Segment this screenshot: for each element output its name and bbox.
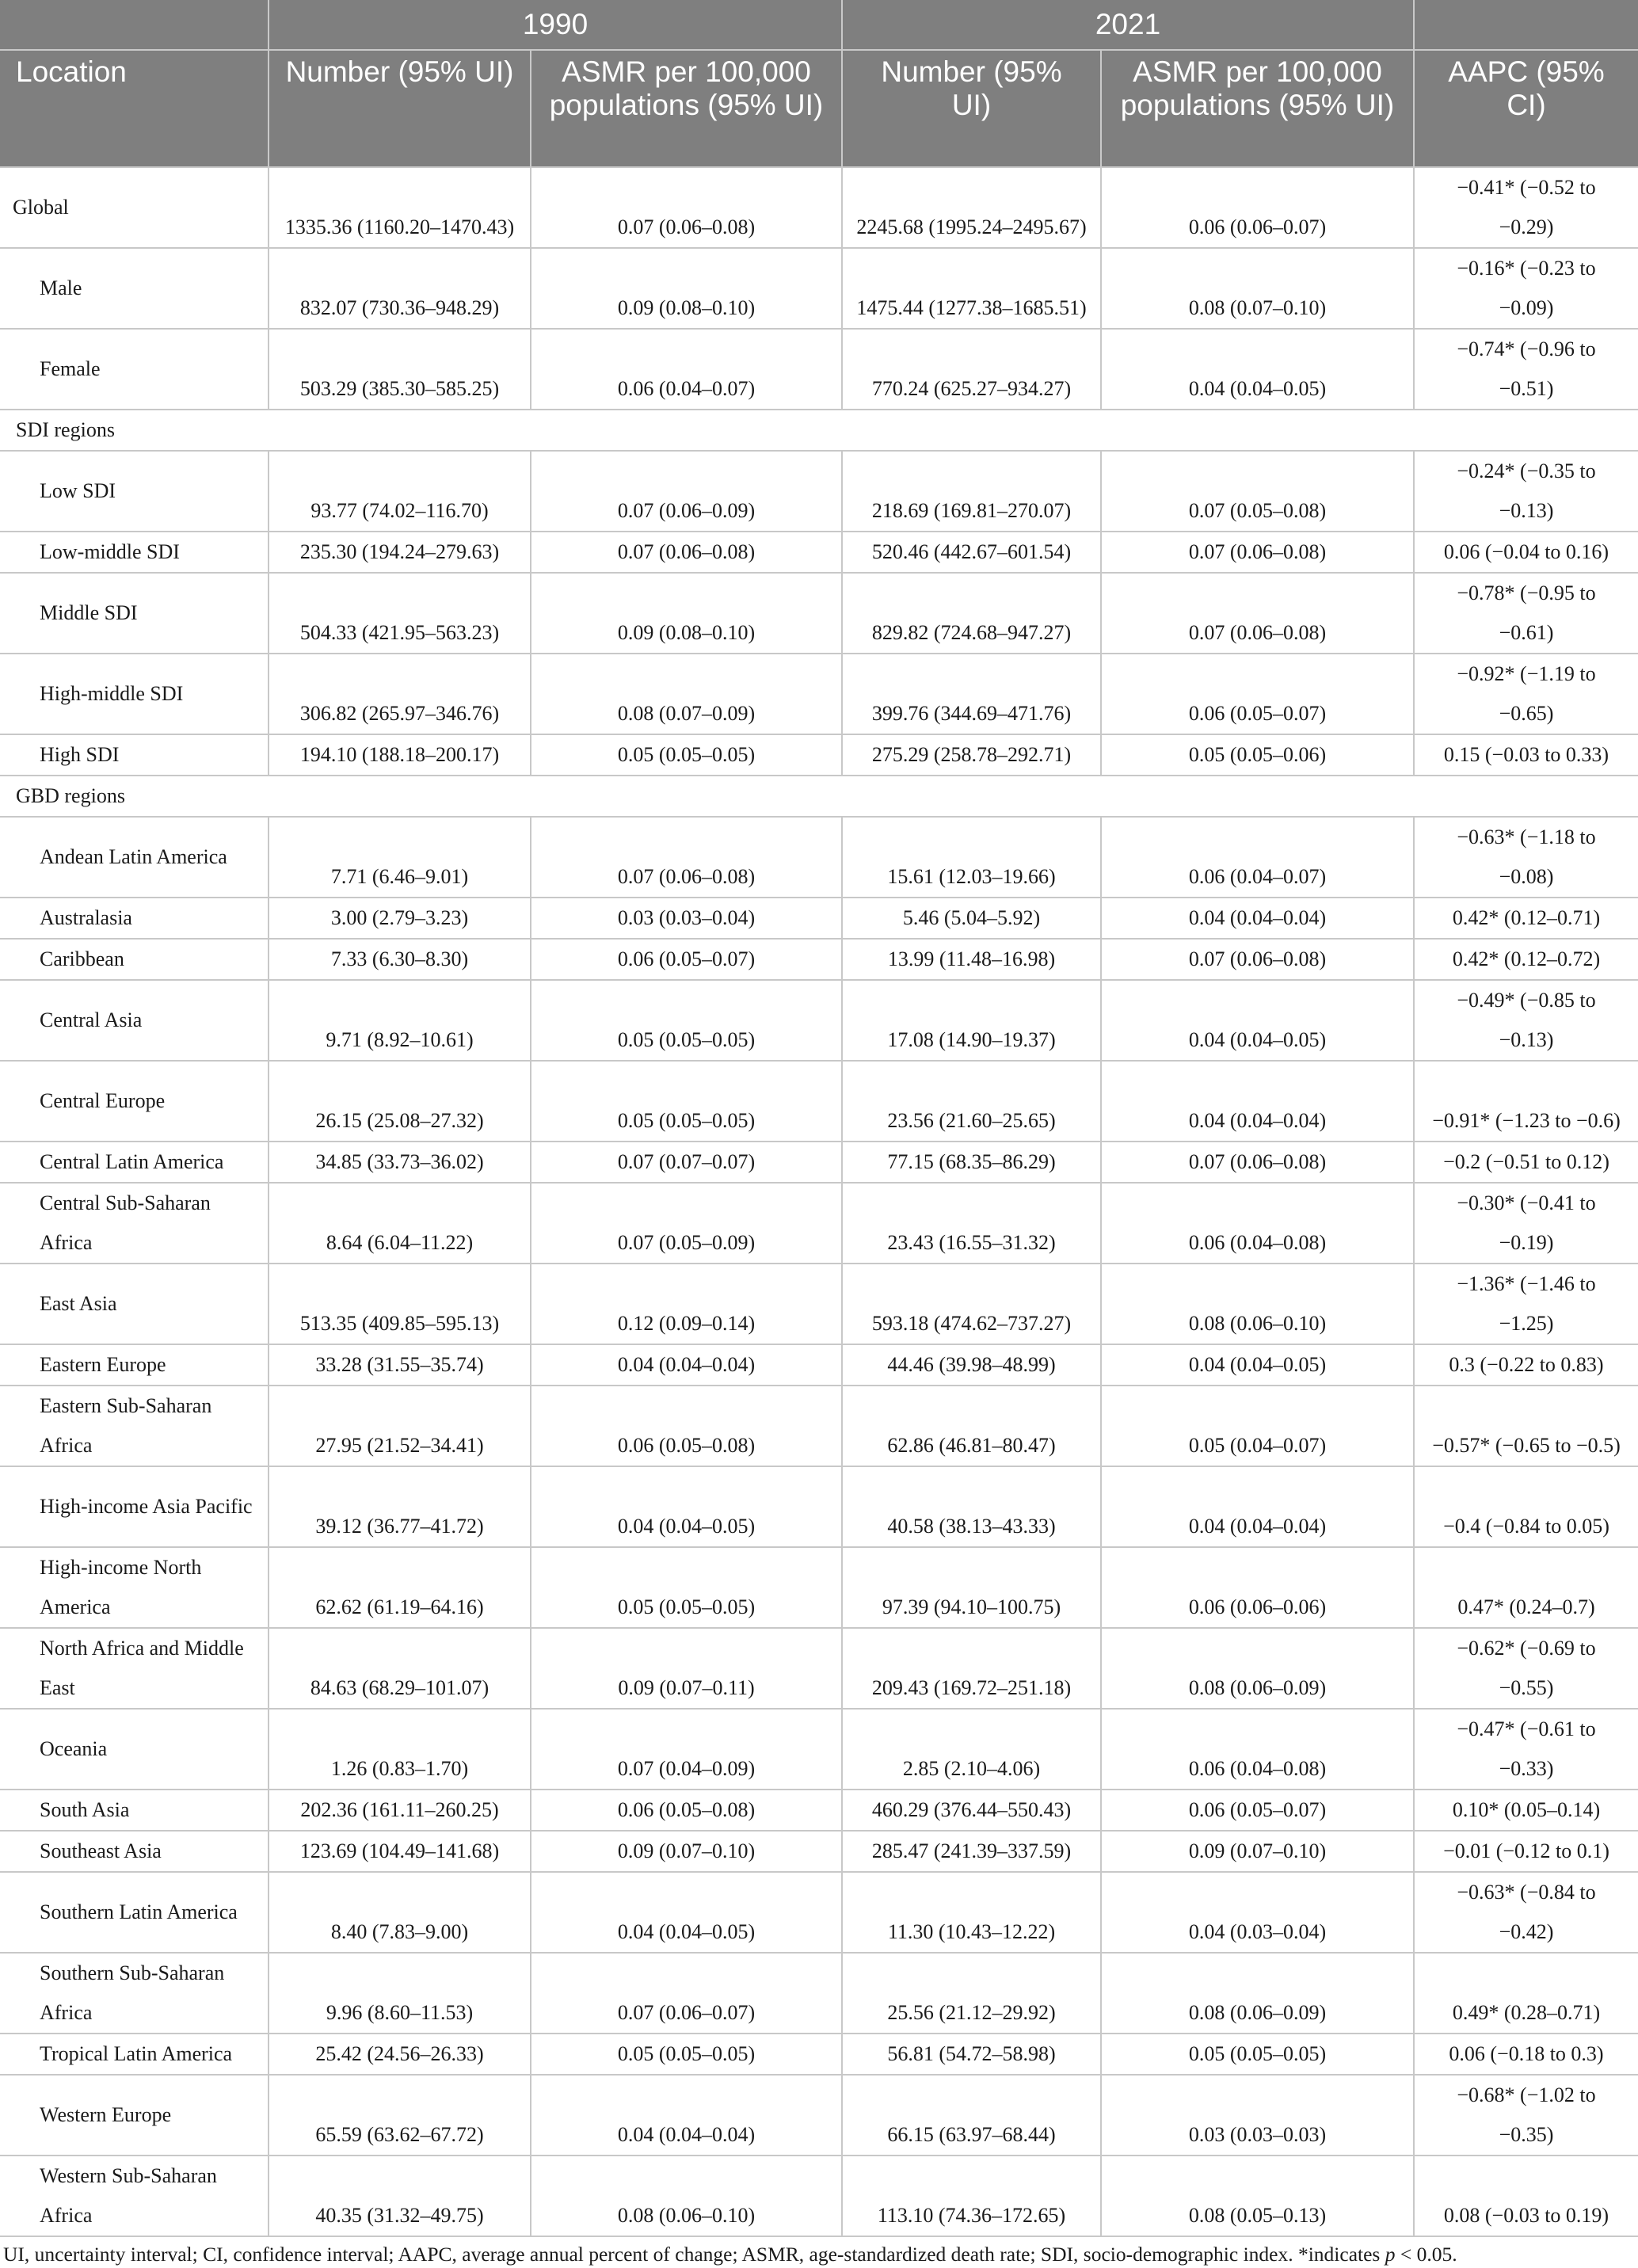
cell-aapc: 0.42* (0.12–0.71) <box>1414 898 1638 939</box>
cell-asmr-1990: 0.07 (0.06–0.07) <box>531 1953 842 2034</box>
cell-asmr-2021: 0.04 (0.04–0.04) <box>1101 1061 1414 1142</box>
table-row <box>0 1628 1638 1709</box>
cell-number-2021: 5.46 (5.04–5.92) <box>842 898 1101 939</box>
table-footnote <box>0 2242 1638 2267</box>
cell-number-2021: 113.10 (74.36–172.65) <box>842 2156 1101 2236</box>
cell-location: Female <box>0 329 269 410</box>
table-row <box>0 817 1638 898</box>
cell-aapc: −0.91* (−1.23 to −0.6) <box>1414 1061 1638 1142</box>
column-header-asmr-1990: ASMR per 100,000 populations (95% UI) <box>531 50 842 167</box>
cell-number-1990: 7.33 (6.30–8.30) <box>269 939 531 980</box>
cell-asmr-2021: 0.06 (0.06–0.07) <box>1101 167 1414 248</box>
cell-aapc: −0.62* (−0.69 to −0.55) <box>1414 1628 1638 1709</box>
cell-asmr-2021: 0.07 (0.06–0.08) <box>1101 532 1414 573</box>
footnote-p-threshold: < 0.05. <box>1395 2243 1457 2266</box>
header-year-blank-left <box>0 0 269 50</box>
cell-number-2021: 25.56 (21.12–29.92) <box>842 1953 1101 2034</box>
cell-aapc: −0.63* (−0.84 to −0.42) <box>1414 1872 1638 1953</box>
cell-asmr-1990: 0.08 (0.06–0.10) <box>531 2156 842 2236</box>
cell-asmr-1990: 0.06 (0.05–0.07) <box>531 939 842 980</box>
cell-number-2021: 829.82 (724.68–947.27) <box>842 573 1101 654</box>
cell-location: Central Asia <box>0 980 269 1061</box>
column-header-number-1990: Number (95% UI) <box>269 50 531 167</box>
cell-number-2021: 40.58 (38.13–43.33) <box>842 1466 1101 1547</box>
cell-asmr-2021: 0.08 (0.06–0.10) <box>1101 1264 1414 1344</box>
cell-number-2021: 44.46 (39.98–48.99) <box>842 1344 1101 1386</box>
cell-number-1990: 84.63 (68.29–101.07) <box>269 1628 531 1709</box>
cell-asmr-2021: 0.06 (0.04–0.08) <box>1101 1709 1414 1790</box>
cell-location: Southern Sub-Saharan Africa <box>0 1953 269 2034</box>
cell-location: Western Europe <box>0 2075 269 2156</box>
cell-number-1990: 40.35 (31.32–49.75) <box>269 2156 531 2236</box>
header-year-1990: 1990 <box>269 0 842 50</box>
cell-number-2021: 285.47 (241.39–337.59) <box>842 1831 1101 1872</box>
cell-location: High-middle SDI <box>0 654 269 734</box>
cell-number-1990: 9.71 (8.92–10.61) <box>269 980 531 1061</box>
cell-location: Central Latin America <box>0 1142 269 1183</box>
cell-asmr-1990: 0.07 (0.06–0.08) <box>531 167 842 248</box>
cell-number-2021: 66.15 (63.97–68.44) <box>842 2075 1101 2156</box>
cell-number-1990: 3.00 (2.79–3.23) <box>269 898 531 939</box>
cell-location: High-income North America <box>0 1547 269 1628</box>
cell-number-1990: 8.64 (6.04–11.22) <box>269 1183 531 1264</box>
section-label: GBD regions <box>0 776 1638 817</box>
table-row <box>0 1790 1638 1831</box>
cell-aapc: −0.49* (−0.85 to −0.13) <box>1414 980 1638 1061</box>
cell-number-2021: 770.24 (625.27–934.27) <box>842 329 1101 410</box>
cell-asmr-1990: 0.05 (0.05–0.05) <box>531 980 842 1061</box>
cell-number-2021: 11.30 (10.43–12.22) <box>842 1872 1101 1953</box>
cell-number-1990: 7.71 (6.46–9.01) <box>269 817 531 898</box>
cell-number-1990: 33.28 (31.55–35.74) <box>269 1344 531 1386</box>
table-row <box>0 1466 1638 1547</box>
cell-number-2021: 15.61 (12.03–19.66) <box>842 817 1101 898</box>
cell-aapc: 0.42* (0.12–0.72) <box>1414 939 1638 980</box>
cell-aapc: 0.06 (−0.18 to 0.3) <box>1414 2034 1638 2075</box>
table-row <box>0 1831 1638 1872</box>
cell-location: Eastern Sub-Saharan Africa <box>0 1386 269 1466</box>
section-row <box>0 410 1638 451</box>
cell-asmr-1990: 0.07 (0.06–0.08) <box>531 532 842 573</box>
cell-number-1990: 832.07 (730.36–948.29) <box>269 248 531 329</box>
cell-number-2021: 62.86 (46.81–80.47) <box>842 1386 1101 1466</box>
cell-number-2021: 399.76 (344.69–471.76) <box>842 654 1101 734</box>
cell-number-1990: 34.85 (33.73–36.02) <box>269 1142 531 1183</box>
table-row <box>0 1953 1638 2034</box>
cell-number-1990: 8.40 (7.83–9.00) <box>269 1872 531 1953</box>
column-header-number-2021: Number (95% UI) <box>842 50 1101 167</box>
table-row <box>0 1264 1638 1344</box>
cell-aapc: −1.36* (−1.46 to −1.25) <box>1414 1264 1638 1344</box>
cell-number-1990: 25.42 (24.56–26.33) <box>269 2034 531 2075</box>
cell-aapc: −0.74* (−0.96 to −0.51) <box>1414 329 1638 410</box>
cell-asmr-2021: 0.04 (0.04–0.05) <box>1101 1344 1414 1386</box>
table-row <box>0 1872 1638 1953</box>
cell-asmr-1990: 0.09 (0.08–0.10) <box>531 573 842 654</box>
section-row <box>0 776 1638 817</box>
cell-asmr-1990: 0.06 (0.05–0.08) <box>531 1790 842 1831</box>
cell-location: Central Europe <box>0 1061 269 1142</box>
cell-aapc: 0.47* (0.24–0.7) <box>1414 1547 1638 1628</box>
cell-asmr-1990: 0.05 (0.05–0.05) <box>531 1547 842 1628</box>
cell-location: High SDI <box>0 734 269 776</box>
header-year-2021: 2021 <box>842 0 1414 50</box>
cell-asmr-1990: 0.07 (0.04–0.09) <box>531 1709 842 1790</box>
column-header-location: Location <box>0 50 269 167</box>
cell-location: Andean Latin America <box>0 817 269 898</box>
cell-aapc: 0.08 (−0.03 to 0.19) <box>1414 2156 1638 2236</box>
table-row <box>0 898 1638 939</box>
cell-asmr-2021: 0.05 (0.04–0.07) <box>1101 1386 1414 1466</box>
table-row <box>0 329 1638 410</box>
table-row <box>0 1344 1638 1386</box>
cell-location: Southeast Asia <box>0 1831 269 1872</box>
cell-number-1990: 235.30 (194.24–279.63) <box>269 532 531 573</box>
cell-asmr-2021: 0.06 (0.05–0.07) <box>1101 1790 1414 1831</box>
cell-asmr-1990: 0.09 (0.08–0.10) <box>531 248 842 329</box>
column-header-asmr-2021: ASMR per 100,000 populations (95% UI) <box>1101 50 1414 167</box>
table-row <box>0 1061 1638 1142</box>
cell-number-2021: 56.81 (54.72–58.98) <box>842 2034 1101 2075</box>
cell-location: Global <box>0 167 269 248</box>
cell-number-1990: 194.10 (188.18–200.17) <box>269 734 531 776</box>
cell-number-1990: 513.35 (409.85–595.13) <box>269 1264 531 1344</box>
cell-number-2021: 520.46 (442.67–601.54) <box>842 532 1101 573</box>
table-row <box>0 532 1638 573</box>
cell-asmr-2021: 0.08 (0.06–0.09) <box>1101 1953 1414 2034</box>
cell-number-1990: 65.59 (63.62–67.72) <box>269 2075 531 2156</box>
table-header <box>0 0 1638 167</box>
cell-asmr-2021: 0.08 (0.07–0.10) <box>1101 248 1414 329</box>
cell-asmr-1990: 0.04 (0.04–0.05) <box>531 1872 842 1953</box>
cell-asmr-1990: 0.06 (0.05–0.08) <box>531 1386 842 1466</box>
cell-aapc: −0.24* (−0.35 to −0.13) <box>1414 451 1638 532</box>
header-year-blank-right <box>1414 0 1638 50</box>
table-row <box>0 1142 1638 1183</box>
cell-asmr-2021: 0.08 (0.06–0.09) <box>1101 1628 1414 1709</box>
cell-asmr-2021: 0.04 (0.04–0.05) <box>1101 329 1414 410</box>
table-row <box>0 2075 1638 2156</box>
table-row <box>0 451 1638 532</box>
cell-location: South Asia <box>0 1790 269 1831</box>
table-row <box>0 980 1638 1061</box>
cell-aapc: −0.78* (−0.95 to −0.61) <box>1414 573 1638 654</box>
cell-number-1990: 93.77 (74.02–116.70) <box>269 451 531 532</box>
cell-asmr-1990: 0.12 (0.09–0.14) <box>531 1264 842 1344</box>
cell-number-1990: 62.62 (61.19–64.16) <box>269 1547 531 1628</box>
cell-number-2021: 460.29 (376.44–550.43) <box>842 1790 1101 1831</box>
cell-asmr-1990: 0.04 (0.04–0.05) <box>531 1466 842 1547</box>
cell-asmr-2021: 0.07 (0.06–0.08) <box>1101 573 1414 654</box>
table-row <box>0 654 1638 734</box>
cell-asmr-2021: 0.03 (0.03–0.03) <box>1101 2075 1414 2156</box>
cell-asmr-1990: 0.07 (0.06–0.09) <box>531 451 842 532</box>
cell-aapc: −0.41* (−0.52 to −0.29) <box>1414 167 1638 248</box>
cell-asmr-2021: 0.07 (0.05–0.08) <box>1101 451 1414 532</box>
section-label: SDI regions <box>0 410 1638 451</box>
cell-number-2021: 77.15 (68.35–86.29) <box>842 1142 1101 1183</box>
cell-asmr-1990: 0.09 (0.07–0.11) <box>531 1628 842 1709</box>
cell-location: Western Sub-Saharan Africa <box>0 2156 269 2236</box>
cell-number-1990: 306.82 (265.97–346.76) <box>269 654 531 734</box>
cell-number-2021: 1475.44 (1277.38–1685.51) <box>842 248 1101 329</box>
cell-location: Central Sub-Saharan Africa <box>0 1183 269 1264</box>
cell-asmr-1990: 0.05 (0.05–0.05) <box>531 1061 842 1142</box>
cell-asmr-1990: 0.06 (0.04–0.07) <box>531 329 842 410</box>
cell-location: Tropical Latin America <box>0 2034 269 2075</box>
cell-asmr-2021: 0.09 (0.07–0.10) <box>1101 1831 1414 1872</box>
cell-aapc: 0.06 (−0.04 to 0.16) <box>1414 532 1638 573</box>
cell-number-1990: 504.33 (421.95–563.23) <box>269 573 531 654</box>
cell-number-2021: 2.85 (2.10–4.06) <box>842 1709 1101 1790</box>
cell-aapc: −0.4 (−0.84 to 0.05) <box>1414 1466 1638 1547</box>
cell-asmr-2021: 0.06 (0.04–0.08) <box>1101 1183 1414 1264</box>
cell-location: Middle SDI <box>0 573 269 654</box>
cell-asmr-1990: 0.07 (0.07–0.07) <box>531 1142 842 1183</box>
cell-asmr-1990: 0.04 (0.04–0.04) <box>531 2075 842 2156</box>
cell-location: Male <box>0 248 269 329</box>
cell-asmr-2021: 0.04 (0.04–0.04) <box>1101 1466 1414 1547</box>
cell-number-2021: 209.43 (169.72–251.18) <box>842 1628 1101 1709</box>
cell-aapc: −0.47* (−0.61 to −0.33) <box>1414 1709 1638 1790</box>
cell-number-2021: 275.29 (258.78–292.71) <box>842 734 1101 776</box>
cell-aapc: 0.15 (−0.03 to 0.33) <box>1414 734 1638 776</box>
cell-aapc: −0.2 (−0.51 to 0.12) <box>1414 1142 1638 1183</box>
cell-aapc: −0.92* (−1.19 to −0.65) <box>1414 654 1638 734</box>
cell-aapc: 0.10* (0.05–0.14) <box>1414 1790 1638 1831</box>
cell-location: Southern Latin America <box>0 1872 269 1953</box>
cell-aapc: −0.57* (−0.65 to −0.5) <box>1414 1386 1638 1466</box>
cell-location: High-income Asia Pacific <box>0 1466 269 1547</box>
cell-asmr-1990: 0.08 (0.07–0.09) <box>531 654 842 734</box>
cell-asmr-2021: 0.04 (0.04–0.04) <box>1101 898 1414 939</box>
cell-number-2021: 2245.68 (1995.24–2495.67) <box>842 167 1101 248</box>
column-header-aapc: AAPC (95% CI) <box>1414 50 1638 167</box>
cell-asmr-2021: 0.07 (0.06–0.08) <box>1101 1142 1414 1183</box>
cell-number-1990: 1335.36 (1160.20–1470.43) <box>269 167 531 248</box>
cell-aapc: −0.63* (−1.18 to −0.08) <box>1414 817 1638 898</box>
cell-number-2021: 23.56 (21.60–25.65) <box>842 1061 1101 1142</box>
cell-asmr-1990: 0.05 (0.05–0.05) <box>531 734 842 776</box>
cell-number-2021: 218.69 (169.81–270.07) <box>842 451 1101 532</box>
cell-location: North Africa and Middle East <box>0 1628 269 1709</box>
cell-number-1990: 27.95 (21.52–34.41) <box>269 1386 531 1466</box>
cell-number-2021: 17.08 (14.90–19.37) <box>842 980 1101 1061</box>
cell-asmr-2021: 0.06 (0.05–0.07) <box>1101 654 1414 734</box>
cell-number-1990: 123.69 (104.49–141.68) <box>269 1831 531 1872</box>
cell-aapc: −0.30* (−0.41 to −0.19) <box>1414 1183 1638 1264</box>
cell-asmr-2021: 0.07 (0.06–0.08) <box>1101 939 1414 980</box>
table-row <box>0 167 1638 248</box>
cell-asmr-2021: 0.05 (0.05–0.05) <box>1101 2034 1414 2075</box>
table-body <box>0 167 1638 2236</box>
table-row <box>0 1709 1638 1790</box>
cell-number-2021: 97.39 (94.10–100.75) <box>842 1547 1101 1628</box>
cell-location: Low SDI <box>0 451 269 532</box>
footnote-p-symbol: p <box>1385 2243 1396 2266</box>
footnote-text: UI, uncertainty interval; CI, confidence interval; AAPC, average annual percent of change; ASMR, age-standardized death rate; SDI, socio-demographic index. *indicates <box>3 2243 1385 2266</box>
table-row <box>0 573 1638 654</box>
table-row <box>0 2034 1638 2075</box>
cell-number-1990: 503.29 (385.30–585.25) <box>269 329 531 410</box>
cell-number-2021: 593.18 (474.62–737.27) <box>842 1264 1101 1344</box>
table-row <box>0 248 1638 329</box>
table-row <box>0 1183 1638 1264</box>
cell-location: East Asia <box>0 1264 269 1344</box>
cell-asmr-1990: 0.04 (0.04–0.04) <box>531 1344 842 1386</box>
cell-asmr-2021: 0.06 (0.06–0.06) <box>1101 1547 1414 1628</box>
cell-asmr-2021: 0.04 (0.04–0.05) <box>1101 980 1414 1061</box>
cell-asmr-1990: 0.07 (0.05–0.09) <box>531 1183 842 1264</box>
table-row <box>0 939 1638 980</box>
cell-number-1990: 26.15 (25.08–27.32) <box>269 1061 531 1142</box>
cell-asmr-2021: 0.04 (0.03–0.04) <box>1101 1872 1414 1953</box>
cell-number-1990: 39.12 (36.77–41.72) <box>269 1466 531 1547</box>
cell-location: Australasia <box>0 898 269 939</box>
cell-location: Oceania <box>0 1709 269 1790</box>
cell-aapc: 0.3 (−0.22 to 0.83) <box>1414 1344 1638 1386</box>
cell-number-1990: 9.96 (8.60–11.53) <box>269 1953 531 2034</box>
table-row <box>0 734 1638 776</box>
cell-asmr-2021: 0.08 (0.05–0.13) <box>1101 2156 1414 2236</box>
cell-asmr-1990: 0.09 (0.07–0.10) <box>531 1831 842 1872</box>
cell-aapc: −0.01 (−0.12 to 0.1) <box>1414 1831 1638 1872</box>
header-column-row <box>0 50 1638 167</box>
cell-asmr-2021: 0.06 (0.04–0.07) <box>1101 817 1414 898</box>
cell-location: Eastern Europe <box>0 1344 269 1386</box>
cell-aapc: −0.16* (−0.23 to −0.09) <box>1414 248 1638 329</box>
table-row <box>0 2156 1638 2236</box>
header-year-row <box>0 0 1638 50</box>
table-row <box>0 1386 1638 1466</box>
cell-number-2021: 23.43 (16.55–31.32) <box>842 1183 1101 1264</box>
cell-asmr-2021: 0.05 (0.05–0.06) <box>1101 734 1414 776</box>
cell-number-1990: 202.36 (161.11–260.25) <box>269 1790 531 1831</box>
cell-asmr-1990: 0.07 (0.06–0.08) <box>531 817 842 898</box>
table-row <box>0 1547 1638 1628</box>
cell-number-2021: 13.99 (11.48–16.98) <box>842 939 1101 980</box>
cell-aapc: 0.49* (0.28–0.71) <box>1414 1953 1638 2034</box>
cell-asmr-1990: 0.05 (0.05–0.05) <box>531 2034 842 2075</box>
cell-number-1990: 1.26 (0.83–1.70) <box>269 1709 531 1790</box>
cell-location: Low-middle SDI <box>0 532 269 573</box>
cell-asmr-1990: 0.03 (0.03–0.04) <box>531 898 842 939</box>
cell-location: Caribbean <box>0 939 269 980</box>
cell-aapc: −0.68* (−1.02 to −0.35) <box>1414 2075 1638 2156</box>
